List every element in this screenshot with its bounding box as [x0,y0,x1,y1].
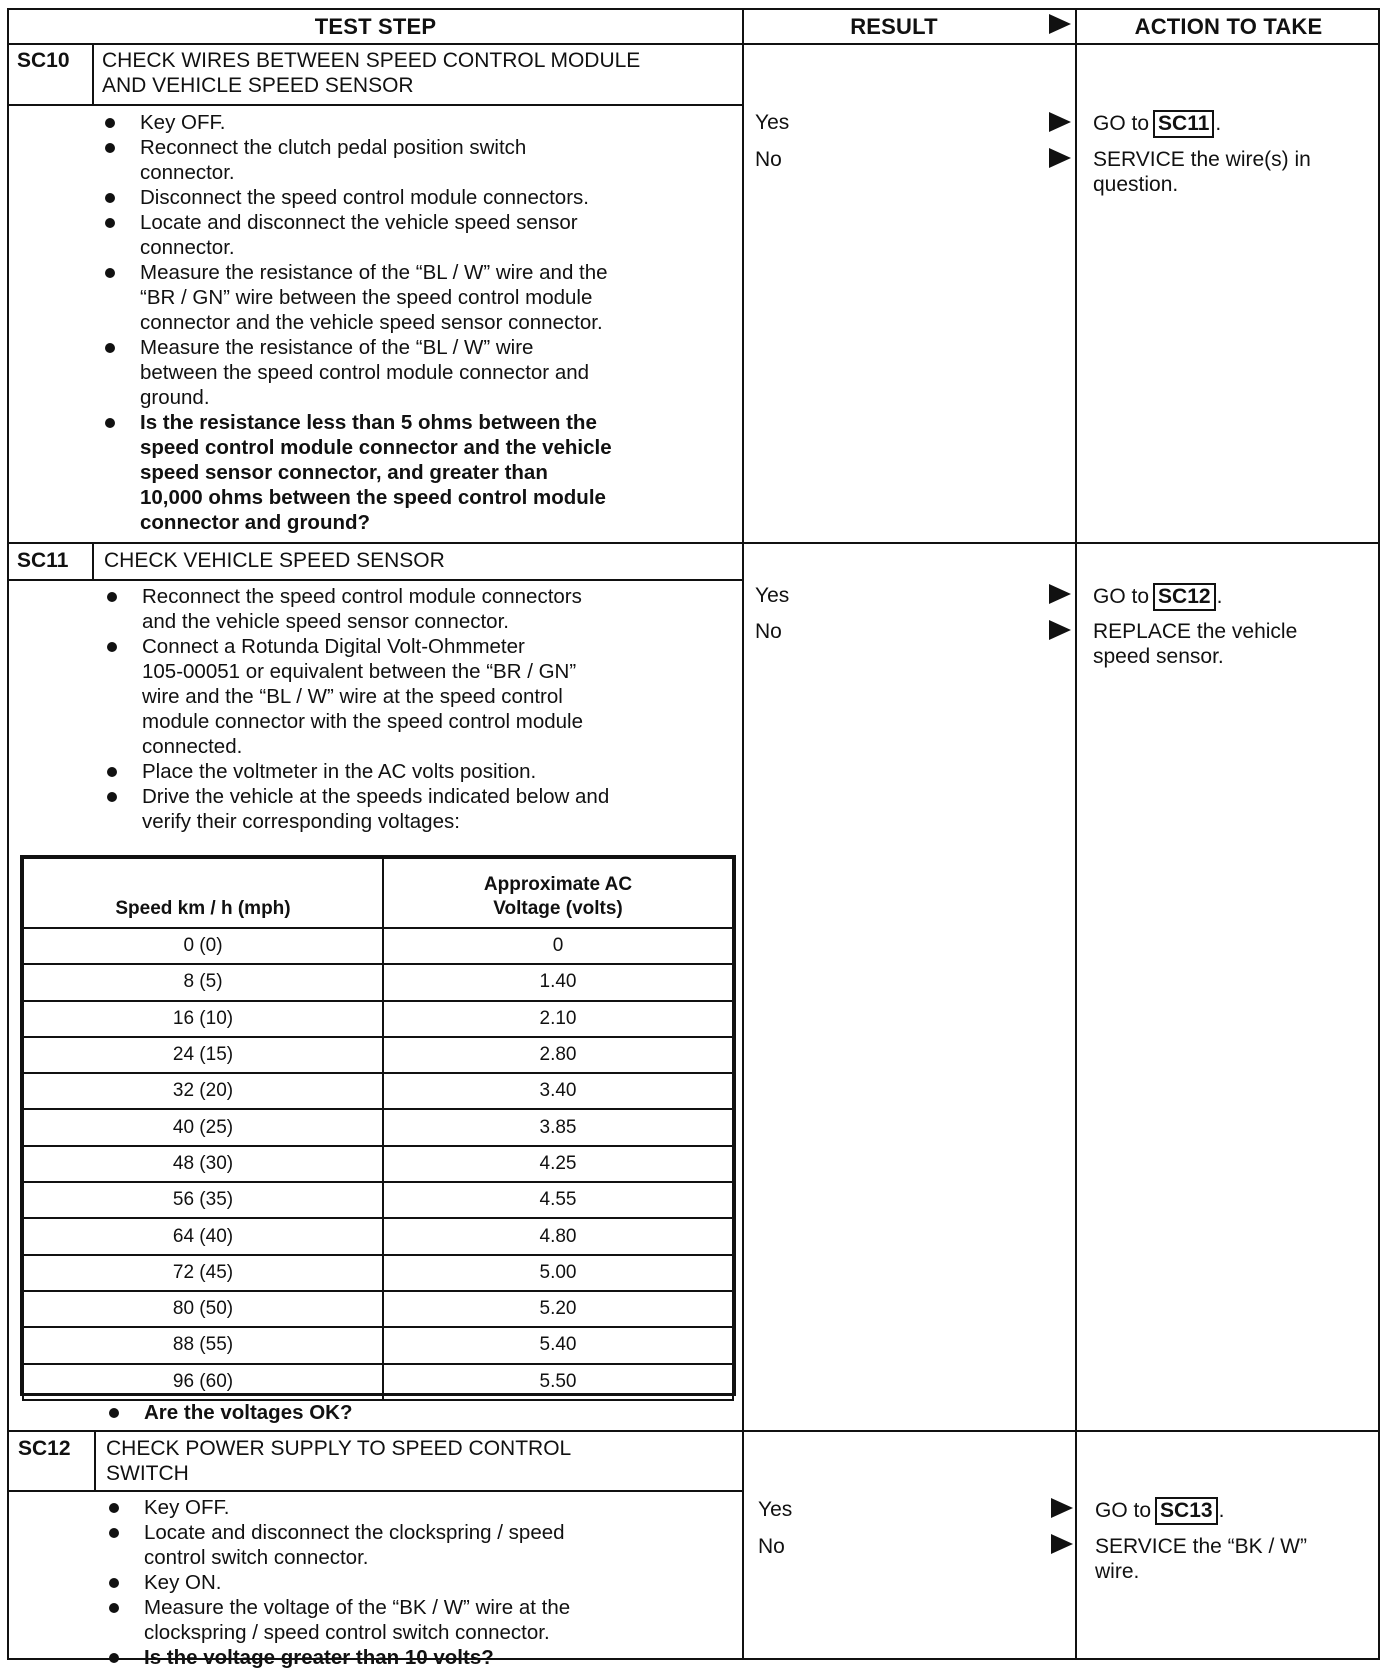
sc10-id-divider [92,44,94,105]
sc12-step-title [106,1436,571,1486]
sc10-result-yes: Yes [755,111,790,134]
bullet-icon [105,268,115,278]
sc11-title-bottom-line [7,579,744,581]
bullet-icon [107,592,117,602]
sc11-bullet-list [142,584,742,834]
sc10-bullet-2: Reconnect the clutch pedal position switch connector. [140,135,740,185]
voltage-cell: 4.25 [383,1146,733,1182]
speed-cell: 64 (40) [23,1218,383,1254]
sc11-result-no: No [755,620,782,643]
voltage-cell: 5.20 [383,1291,733,1327]
bullet-icon [105,418,115,428]
sc11-question-list [144,1400,724,1425]
speed-table-row [23,1146,733,1182]
header-arrow-icon [1049,14,1071,34]
bullet-icon [105,193,115,203]
speed-table-row [23,1364,733,1400]
sc12-step-id: SC12 [18,1437,71,1460]
bullet-icon [107,792,117,802]
speed-table-row [23,1182,733,1218]
sc11-yes-arrow-icon [1049,584,1071,604]
sc11-action-no: REPLACE the vehicle speed sensor. [1093,620,1298,668]
speed-table-row [23,928,733,964]
sc12-bullet-list [144,1495,742,1670]
sc10-goto-ref[interactable]: SC11 [1153,110,1214,138]
divider-result-left [742,8,744,1660]
bullet-icon [109,1653,119,1663]
speed-cell: 8 (5) [23,964,383,1000]
speed-table-row [23,1327,733,1363]
voltage-cell: 0 [383,928,733,964]
bullet-icon [105,218,115,228]
speed-table-col-speed: Speed km / h (mph) [23,858,383,928]
speed-table-row [23,964,733,1000]
voltage-cell: 3.85 [383,1109,733,1145]
sc10-action-yes: GO to SC11 . [1093,110,1392,138]
sc10-bullet-4: Locate and disconnect the vehicle speed sensor connector. [140,210,740,260]
sc10-yes-arrow-icon [1049,112,1071,132]
voltage-cell: 2.10 [383,1001,733,1037]
header-bottom-line [7,43,1380,45]
sc11-action-yes: GO to SC12 . [1093,583,1392,611]
sc10-bullet-1: Key OFF. [140,110,740,135]
bullet-icon [109,1603,119,1613]
sc10-bullet-3: Disconnect the speed control module connectors. [140,185,740,210]
sc12-yes-arrow-icon [1051,1498,1073,1518]
sc10-title-line-1: CHECK WIRES BETWEEN SPEED CONTROL MODULE [102,49,641,72]
speed-cell: 80 (50) [23,1291,383,1327]
voltage-cell: 4.55 [383,1182,733,1218]
header-test-step: TEST STEP [314,14,437,39]
sc12-no-arrow-icon [1051,1534,1073,1554]
speed-voltage-table [22,857,734,1401]
sc11-bottom-line [7,1430,1380,1432]
speed-cell: 16 (10) [23,1001,383,1037]
speed-cell: 40 (25) [23,1109,383,1145]
bullet-icon [109,1503,119,1513]
speed-table-row [23,1001,733,1037]
sc12-title-line-1: CHECK POWER SUPPLY TO SPEED CONTROL [106,1437,572,1460]
voltage-cell: 5.00 [383,1255,733,1291]
speed-cell: 24 (15) [23,1037,383,1073]
sc10-title-line-2: AND VEHICLE SPEED SENSOR [102,74,414,97]
sc11-id-divider [92,543,94,580]
speed-table-header-row [23,858,733,928]
sc12-id-divider [94,1431,96,1491]
speed-cell: 32 (20) [23,1073,383,1109]
sc12-action-yes: GO to SC13 . [1095,1497,1392,1525]
sc11-question: Are the voltages OK? [144,1400,724,1425]
speed-table-row [23,1073,733,1109]
sc12-bullet-4: Measure the voltage of the “BK / W” wire at the clockspring / speed control switch connector. [144,1595,742,1645]
sc10-title-bottom-line [7,104,744,106]
voltage-cell: 3.40 [383,1073,733,1109]
bullet-icon [105,118,115,128]
bullet-icon [107,642,117,652]
speed-cell: 56 (35) [23,1182,383,1218]
sc11-bullet-1: Reconnect the speed control module connectors and the vehicle speed sensor connector. [142,584,742,634]
speed-cell: 48 (30) [23,1146,383,1182]
sc12-bullet-1: Key OFF. [144,1495,742,1520]
sc12-title-line-2: SWITCH [106,1462,189,1485]
speed-table-row [23,1255,733,1291]
sc11-bullet-4: Drive the vehicle at the speeds indicated below and verify their corresponding voltages: [142,784,742,834]
speed-table-row [23,1291,733,1327]
bullet-icon [109,1578,119,1588]
speed-cell: 96 (60) [23,1364,383,1400]
sc12-title-bottom-line [7,1490,744,1492]
sc10-step-id: SC10 [17,49,70,72]
sc10-bullet-5: Measure the resistance of the “BL / W” wire and the “BR / GN” wire between the speed control module connector and the vehicle speed sensor connector. [140,260,740,335]
sc11-result-yes: Yes [755,584,790,607]
sc12-question: Is the voltage greater than 10 volts? [144,1645,742,1670]
speed-cell: 72 (45) [23,1255,383,1291]
voltage-cell: 4.80 [383,1218,733,1254]
bullet-icon [109,1528,119,1538]
sc12-action-no: SERVICE the “BK / W” wire. [1095,1535,1307,1583]
voltage-cell: 1.40 [383,964,733,1000]
bullet-icon [105,343,115,353]
header-action: ACTION TO TAKE [1134,14,1323,39]
speed-table-body [23,928,733,1400]
sc10-step-title [102,48,640,98]
sc10-bullet-list [140,110,740,535]
voltage-cell: 5.50 [383,1364,733,1400]
speed-table-col-voltage: Approximate AC Voltage (volts) [383,858,733,928]
sc10-question: Is the resistance less than 5 ohms between the speed control module connector and the vehicle speed sensor connector, and greater than 10,000 ohms between the speed control module connector and ground? [140,410,740,535]
header-result: RESULT [850,14,938,39]
sc10-bullet-6: Measure the resistance of the “BL / W” wire between the speed control module connector and ground. [140,335,740,410]
divider-action-left [1075,8,1077,1660]
sc11-step-id: SC11 [17,549,69,572]
sc12-bullet-3: Key ON. [144,1570,742,1595]
sc10-result-no: No [755,148,782,171]
sc12-goto-ref[interactable]: SC13 [1155,1497,1218,1525]
speed-table-row [23,1109,733,1145]
sc12-result-yes: Yes [758,1498,793,1521]
sc10-bottom-line [7,542,1380,544]
speed-table-row [23,1218,733,1254]
sc12-result-no: No [758,1535,785,1558]
speed-cell: 88 (55) [23,1327,383,1363]
speed-table-row [23,1037,733,1073]
bullet-icon [105,143,115,153]
sc11-goto-ref[interactable]: SC12 [1153,583,1216,611]
bullet-icon [109,1408,119,1418]
sc11-step-title: CHECK VEHICLE SPEED SENSOR [104,549,445,572]
sc10-action-no: SERVICE the wire(s) in question. [1093,148,1311,196]
sc11-bullet-3: Place the voltmeter in the AC volts position. [142,759,742,784]
sc11-no-arrow-icon [1049,620,1071,640]
voltage-cell: 5.40 [383,1327,733,1363]
sc10-no-arrow-icon [1049,148,1071,168]
bullet-icon [107,767,117,777]
sc12-bullet-2: Locate and disconnect the clockspring / speed control switch connector. [144,1520,742,1570]
sc11-bullet-2: Connect a Rotunda Digital Volt-Ohmmeter 105-00051 or equivalent between the “BR / GN” wire and the “BL / W” wire at the speed control module connector with the speed control module connected. [142,634,742,759]
speed-cell: 0 (0) [23,928,383,964]
voltage-cell: 2.80 [383,1037,733,1073]
